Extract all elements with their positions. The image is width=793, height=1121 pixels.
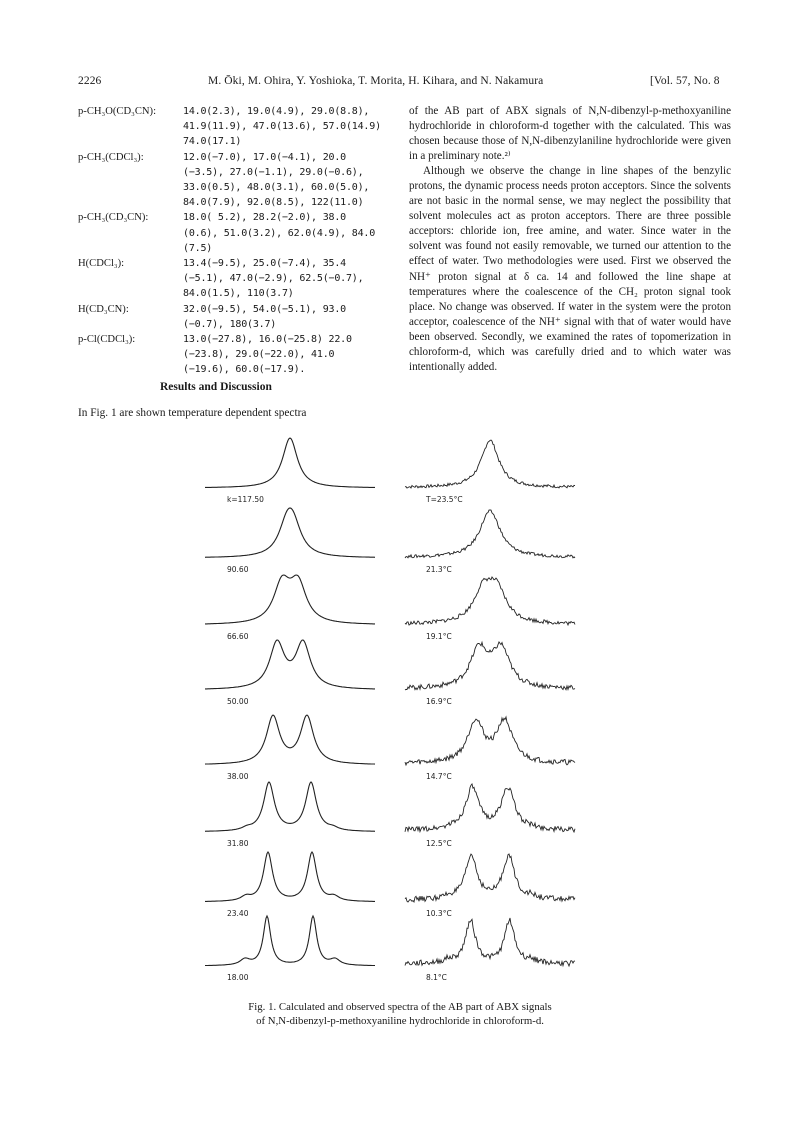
value-line: 13.0(−27.8), 16.0(−25.8) 22.0 [183, 334, 352, 346]
table-row-values [183, 150, 398, 211]
table-row-label: p-CH₃O(CD₃CN): [78, 106, 157, 117]
value-line: 74.0(17.1) [183, 136, 242, 148]
calculated-spectrum [205, 438, 375, 487]
running-head-authors: M. Ōki, M. Ohira, Y. Yoshioka, T. Morita, H. Kihara, and N. Nakamura [208, 75, 544, 87]
table-row [78, 332, 398, 378]
rate-constant-table [78, 104, 398, 378]
observed-spectrum [405, 918, 575, 966]
calculated-rate-label: 90.60 [227, 565, 249, 574]
spectra-figure [200, 428, 600, 998]
table-row [78, 210, 398, 256]
observed-temperature-label: 21.3°C [426, 565, 452, 574]
calculated-spectrum [205, 782, 375, 831]
value-line: 84.0(7.9), 92.0(8.5), 122(11.0) [183, 197, 364, 209]
value-line: 12.0(−7.0), 17.0(−4.1), 20.0 [183, 151, 346, 163]
calculated-spectrum [205, 916, 375, 966]
calculated-spectrum [205, 508, 375, 557]
calculated-rate-label: 66.60 [227, 632, 249, 641]
table-row-label: p-CH₃(CD₃CN): [78, 212, 149, 224]
value-line: (−19.6), 60.0(−17.9). [183, 364, 306, 376]
calculated-spectrum [205, 715, 375, 764]
table-row [78, 302, 398, 332]
observed-temperature-label: 19.1°C [426, 632, 452, 641]
table-row-values [183, 256, 398, 302]
value-line: 32.0(−9.5), 54.0(−5.1), 93.0 [183, 303, 346, 315]
table-row-values [183, 210, 398, 256]
calculated-rate-label: 23.40 [227, 909, 249, 918]
value-line: 41.9(11.9), 47.0(13.6), 57.0(14.9) [183, 121, 381, 133]
body-text-left: In Fig. 1 are shown temperature dependent spectra [78, 407, 307, 419]
observed-spectrum [405, 717, 575, 765]
observed-temperature-label: 14.7°C [426, 772, 452, 781]
figure-caption [190, 1001, 610, 1028]
table-row-label: H(CDCl₃): [78, 258, 125, 270]
observed-spectrum [405, 642, 575, 690]
value-line: (−3.5), 27.0(−1.1), 29.0(−0.6), [183, 166, 364, 178]
value-line: (0.6), 51.0(3.2), 62.0(4.9), 84.0 [183, 227, 376, 239]
observed-spectrum [405, 510, 575, 558]
caption-line: Fig. 1. Calculated and observed spectra of the AB part of ABX signals [248, 1001, 552, 1013]
table-row [78, 150, 398, 211]
observed-spectrum [405, 784, 575, 832]
value-line: (7.5) [183, 242, 213, 254]
value-line: 14.0(2.3), 19.0(4.9), 29.0(8.8), [183, 106, 370, 117]
body-text-right [409, 104, 731, 375]
paragraph: of the AB part of ABX signals of N,N-dibenzyl-p-methoxyaniline hydrochloride in chloroform-d together with the calculated. This was chosen because those of N,N-dibenzylaniline hydrochloride were given in a preliminary note.²⁾ [409, 105, 731, 163]
observed-spectrum [405, 440, 575, 488]
value-line: (−5.1), 47.0(−2.9), 62.5(−0.7), [183, 273, 364, 285]
value-line: 33.0(0.5), 48.0(3.1), 60.0(5.0), [183, 182, 370, 194]
table-row-label: H(CD₃CN): [78, 303, 129, 315]
paragraph: Although we observe the change in line shapes of the benzylic protons, the dynamic process needs proton acceptors. Since the solvents are not basic in the normal sense, we may neglect the possibility that solvent molecules act as proton acceptors. There are three possible acceptors: chloride ion, free amine, and water. Since water in the solvent was found not easily removable, we turned our attention to the effect of water. Two methodologies were used. First we observed the NH⁺ proton signal at δ ca. 14 and followed the line shape at temperatures where the coalescence of the CH₂ proton signal took place. No change was observed. If water in the system were the proton acceptor, coalescence of the NH⁺ signal with that of water would have been observed. Secondly, we examined the rates of topomerization in chloroform-d, which was carefully dried and to which water was intentionally added. [409, 165, 731, 373]
calculated-spectrum [205, 852, 375, 901]
table-row [78, 256, 398, 302]
calculated-spectrum [205, 640, 375, 689]
figure-1 [200, 428, 600, 998]
calculated-rate-label: 38.00 [227, 772, 249, 781]
table-row-label: p-Cl(CDCl₃): [78, 334, 136, 346]
value-line: 84.0(1.5), 110(3.7) [183, 288, 294, 300]
observed-temperature-label: 8.1°C [426, 973, 447, 982]
value-line: 13.4(−9.5), 25.0(−7.4), 35.4 [183, 258, 346, 270]
table-row [78, 104, 398, 150]
value-line: 18.0( 5.2), 28.2(−2.0), 38.0 [183, 212, 346, 224]
observed-spectrum [405, 577, 575, 625]
value-line: (−23.8), 29.0(−22.0), 41.0 [183, 349, 335, 361]
calculated-rate-label: 18.00 [227, 973, 249, 982]
table-row-values [183, 332, 398, 378]
caption-line: of N,N-dibenzyl-p-methoxyaniline hydrochloride in chloroform-d. [256, 1014, 544, 1027]
page-number: 2226 [78, 75, 102, 87]
section-heading: Results and Discussion [160, 381, 272, 393]
calculated-rate-label: k=117.50 [227, 495, 264, 504]
observed-temperature-label: 12.5°C [426, 839, 452, 848]
running-head-journal: [Vol. 57, No. 8 [650, 75, 720, 87]
value-line: (−0.7), 180(3.7) [183, 318, 277, 330]
table-row-label: p-CH₃(CDCl₃): [78, 151, 144, 163]
table-row-values [183, 104, 398, 150]
calculated-spectrum [205, 575, 375, 624]
table-row-values [183, 302, 398, 332]
calculated-rate-label: 31.80 [227, 839, 249, 848]
observed-spectrum [405, 854, 575, 902]
calculated-rate-label: 50.00 [227, 697, 249, 706]
observed-temperature-label: T=23.5°C [426, 495, 463, 504]
observed-temperature-label: 10.3°C [426, 909, 452, 918]
observed-temperature-label: 16.9°C [426, 697, 452, 706]
